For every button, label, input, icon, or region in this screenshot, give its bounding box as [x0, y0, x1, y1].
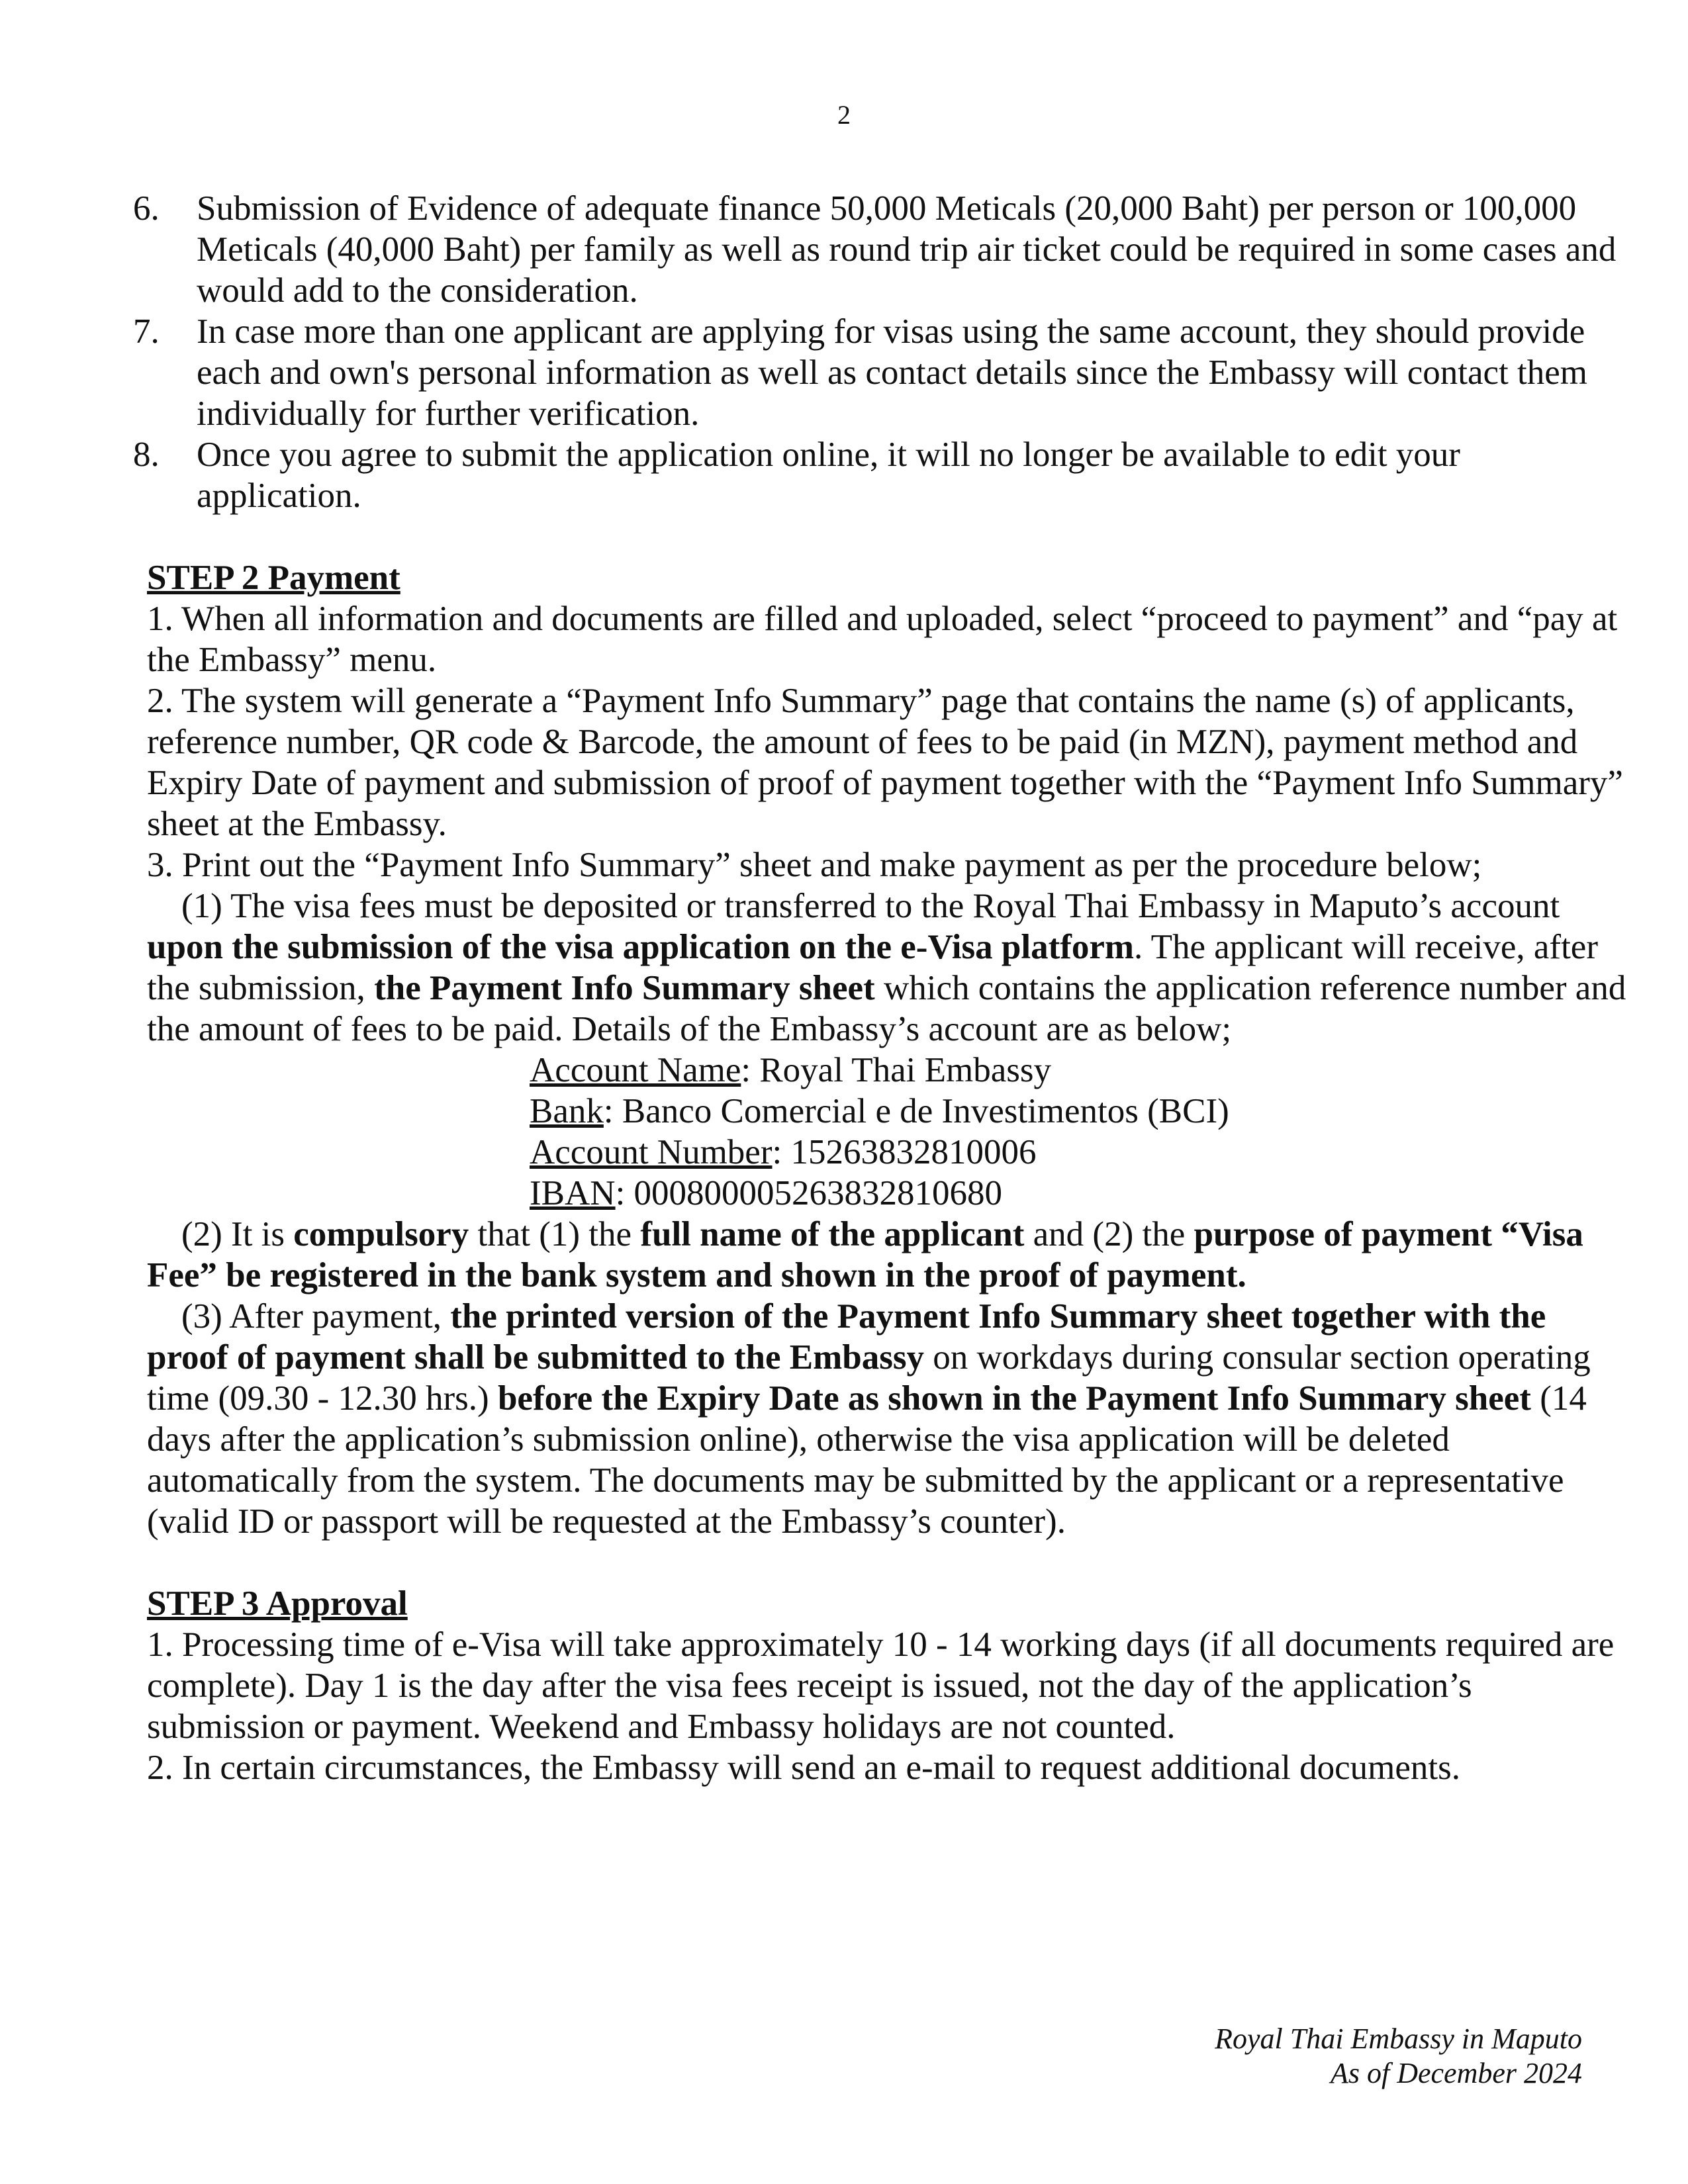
bank-line — [530, 1091, 1630, 1132]
step2-sub-3 — [147, 1296, 1630, 1542]
bank-value: : Banco Comercial e de Investimentos (BCI) — [603, 1092, 1229, 1130]
item-number: 6. — [133, 189, 160, 228]
step2-sub-2 — [147, 1214, 1630, 1296]
sub3-bold-1: the printed version of the Payment Info Summary sheet together with the proof of payment shall be submitted to the Embassy — [147, 1297, 1546, 1377]
sub3-text-2: on workdays during consular section operating time (09.30 - 12.30 hrs.) — [147, 1338, 1591, 1418]
iban-value: : 000800005263832810680 — [615, 1174, 1003, 1212]
account-number-label: Account Number — [530, 1133, 773, 1171]
requirement-item-6 — [133, 188, 1630, 311]
sub2-text-1: (2) It is — [181, 1215, 294, 1253]
step3-paragraph-1: 1. Processing time of e-Visa will take approximately 10 - 14 working days (if all documents required are complete). Day 1 is the day after the visa fees receipt is issued, not the day of the application’s submission or payment. Weekend and Embassy holidays are not counted. — [147, 1625, 1615, 1746]
step2-heading: STEP 2 Payment — [147, 559, 400, 597]
sub1-bold-2: the Payment Info Summary sheet — [374, 969, 875, 1007]
account-name-line — [530, 1050, 1630, 1091]
sub3-bold-2: before the Expiry Date as shown in the Payment Info Summary sheet — [497, 1379, 1531, 1418]
sub3-text-3: (14 days after the application’s submission online), otherwise the visa application will be deleted automatically from the system. The documents may be submitted by the applicant or a representative (valid ID or passport will be requested at the Embassy’s counter). — [147, 1379, 1587, 1541]
requirement-item-7 — [133, 311, 1630, 434]
sub2-bold-3: purpose of payment “Visa Fee” be registered in the bank system and shown in the proof of payment. — [147, 1215, 1583, 1295]
sub1-text-1: (1) The visa fees must be deposited or transferred to the Royal Thai Embassy in Maputo’s account — [181, 887, 1560, 925]
page-number: 2 — [837, 100, 851, 130]
sub1-bold-1: upon the submission of the visa application on the e-Visa platform — [147, 928, 1135, 966]
sub3-text-1: (3) After payment, — [181, 1297, 451, 1336]
sub2-text-2: that (1) the — [469, 1215, 641, 1253]
account-name-label: Account Name — [530, 1051, 741, 1089]
document-body — [133, 188, 1630, 1788]
account-number-value: : 15263832810006 — [772, 1133, 1037, 1171]
footer-line-2: As of December 2024 — [1330, 2057, 1582, 2089]
step2-paragraph-1: 1. When all information and documents are filled and uploaded, select “proceed to payment” and “pay at the Embassy” menu. — [147, 600, 1618, 679]
footer — [1215, 2022, 1582, 2091]
step2-paragraph-3: 3. Print out the “Payment Info Summary” sheet and make payment as per the procedure below; — [147, 846, 1482, 884]
step3-heading: STEP 3 Approval — [147, 1584, 408, 1623]
spacer — [147, 516, 1630, 557]
item-text: Once you agree to submit the application online, it will no longer be available to edit your application. — [197, 435, 1460, 515]
step2-sub-1 — [147, 886, 1630, 1050]
item-text: Submission of Evidence of adequate finance 50,000 Meticals (20,000 Baht) per person or 100,000 Meticals (40,000 Baht) per family as well as round trip air ticket could be required in some cases and would add to the consideration. — [197, 189, 1617, 310]
account-details — [147, 1050, 1630, 1214]
requirement-item-8 — [133, 434, 1630, 516]
sub1-text-3: which contains the application reference number and the amount of fees to be paid. Details of the Embassy’s account are as below; — [147, 969, 1626, 1048]
item-number: 8. — [133, 435, 160, 474]
sub2-bold-1: compulsory — [293, 1215, 469, 1253]
step2-paragraph-2: 2. The system will generate a “Payment Info Summary” page that contains the name (s) of applicants, reference number, QR code & Barcode, the amount of fees to be paid (in MZN), payment method and Expiry Date of payment and submission of proof of payment together with the “Payment Info Summary” sheet at the Embassy. — [147, 682, 1623, 843]
sub2-text-3: and (2) the — [1024, 1215, 1194, 1253]
account-name-value: : Royal Thai Embassy — [741, 1051, 1051, 1089]
step3-paragraph-2: 2. In certain circumstances, the Embassy will send an e-mail to request additional documents. — [147, 1749, 1460, 1787]
account-number-line — [530, 1132, 1630, 1173]
sub1-text-2: . The applicant will receive, after the submission, — [147, 928, 1598, 1007]
iban-label: IBAN — [530, 1174, 616, 1212]
bank-label: Bank — [530, 1092, 604, 1130]
item-number: 7. — [133, 312, 160, 351]
spacer — [147, 1542, 1630, 1583]
item-text: In case more than one applicant are applying for visas using the same account, they should provide each and own's personal information as well as contact details since the Embassy will contact them individually for further verification. — [197, 312, 1587, 433]
iban-line — [530, 1173, 1630, 1214]
sub2-bold-2: full name of the applicant — [640, 1215, 1025, 1253]
footer-line-1: Royal Thai Embassy in Maputo — [1215, 2023, 1582, 2055]
